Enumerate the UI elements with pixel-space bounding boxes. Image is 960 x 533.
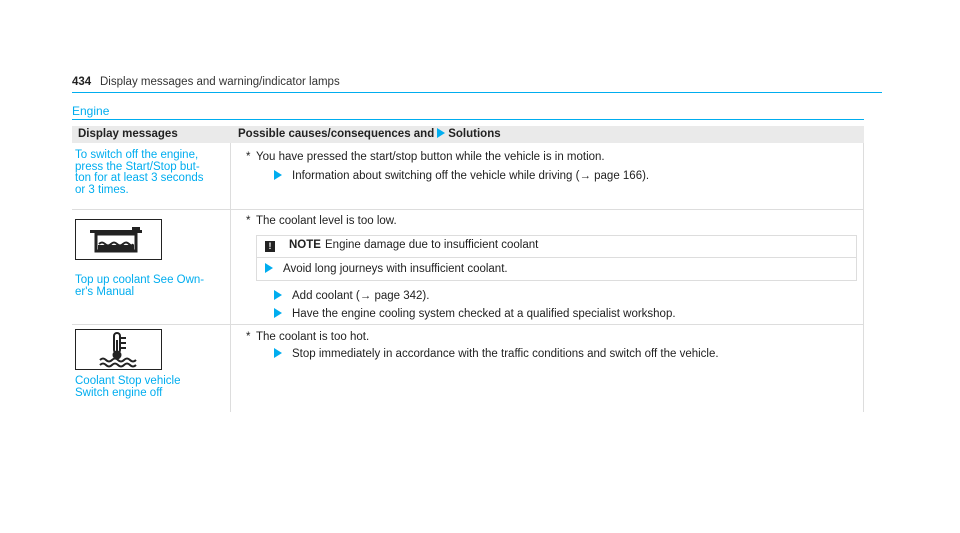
row-divider (72, 209, 864, 210)
section-divider (72, 119, 864, 120)
solution-step (274, 290, 429, 302)
section-title: Engine (72, 104, 110, 118)
cause-marker: * (246, 151, 251, 163)
solution-step (274, 170, 649, 182)
coolant-level-icon-graphic (76, 220, 160, 258)
step-arrow-icon (274, 290, 282, 300)
column-header-solutions (238, 128, 501, 140)
cause-text: You have pressed the start/stop button while the vehicle is in motion. (256, 151, 605, 163)
note-box (256, 235, 857, 281)
note-label: NOTE (289, 239, 321, 251)
solution-step-text: Have the engine cooling system checked at a qualified specialist workshop. (292, 308, 676, 320)
row-divider (72, 324, 864, 325)
coolant-temperature-icon (75, 329, 162, 370)
page-number: 434 (72, 76, 92, 88)
display-message-switch-off-engine: To switch off the engine, press the Start/Stop but- ton for at least 3 seconds or 3 times. (75, 149, 204, 196)
page-header (72, 76, 882, 93)
note-header (257, 236, 856, 258)
table-header (72, 126, 864, 143)
column-divider (230, 143, 231, 412)
solution-step-text: Stop immediately in accordance with the traffic conditions and switch off the vehicle. (292, 348, 719, 360)
display-messages-table (72, 126, 864, 412)
running-title: Display messages and warning/indicator lamps (100, 76, 340, 88)
cause-marker: * (246, 331, 251, 343)
step-arrow-icon (274, 170, 282, 180)
solutions-arrow-icon (437, 128, 445, 138)
solution-step (274, 348, 719, 360)
cause-marker: * (246, 215, 251, 227)
cause-text: The coolant level is too low. (256, 215, 397, 227)
note-step (265, 263, 508, 275)
note-step-text: Avoid long journeys with insufficient coolant. (283, 263, 508, 275)
solution-step-text: Information about switching off the vehicle while driving (→ page 166). (292, 170, 650, 182)
display-message-coolant-hot: Coolant Stop vehicle Switch engine off (75, 375, 181, 399)
step-arrow-icon (274, 308, 282, 318)
display-message-top-up-coolant: Top up coolant See Own- er's Manual (75, 274, 205, 298)
warning-exclamation-icon: ! (265, 241, 275, 252)
solution-step (274, 308, 676, 320)
note-text: Engine damage due to insufficient coolant (325, 239, 539, 251)
cause-text: The coolant is too hot. (256, 331, 370, 343)
column-header-solutions-suffix: Solutions (448, 128, 501, 140)
column-header-solutions-label: Possible causes/consequences and (238, 128, 435, 140)
solution-step-text: Add coolant (→ page 342). (292, 290, 430, 302)
step-arrow-icon (265, 263, 273, 273)
step-arrow-icon (274, 348, 282, 358)
coolant-temperature-icon-graphic (76, 330, 160, 368)
column-header-messages: Display messages (78, 128, 178, 140)
coolant-level-icon (75, 219, 162, 260)
table-right-border (863, 143, 864, 412)
